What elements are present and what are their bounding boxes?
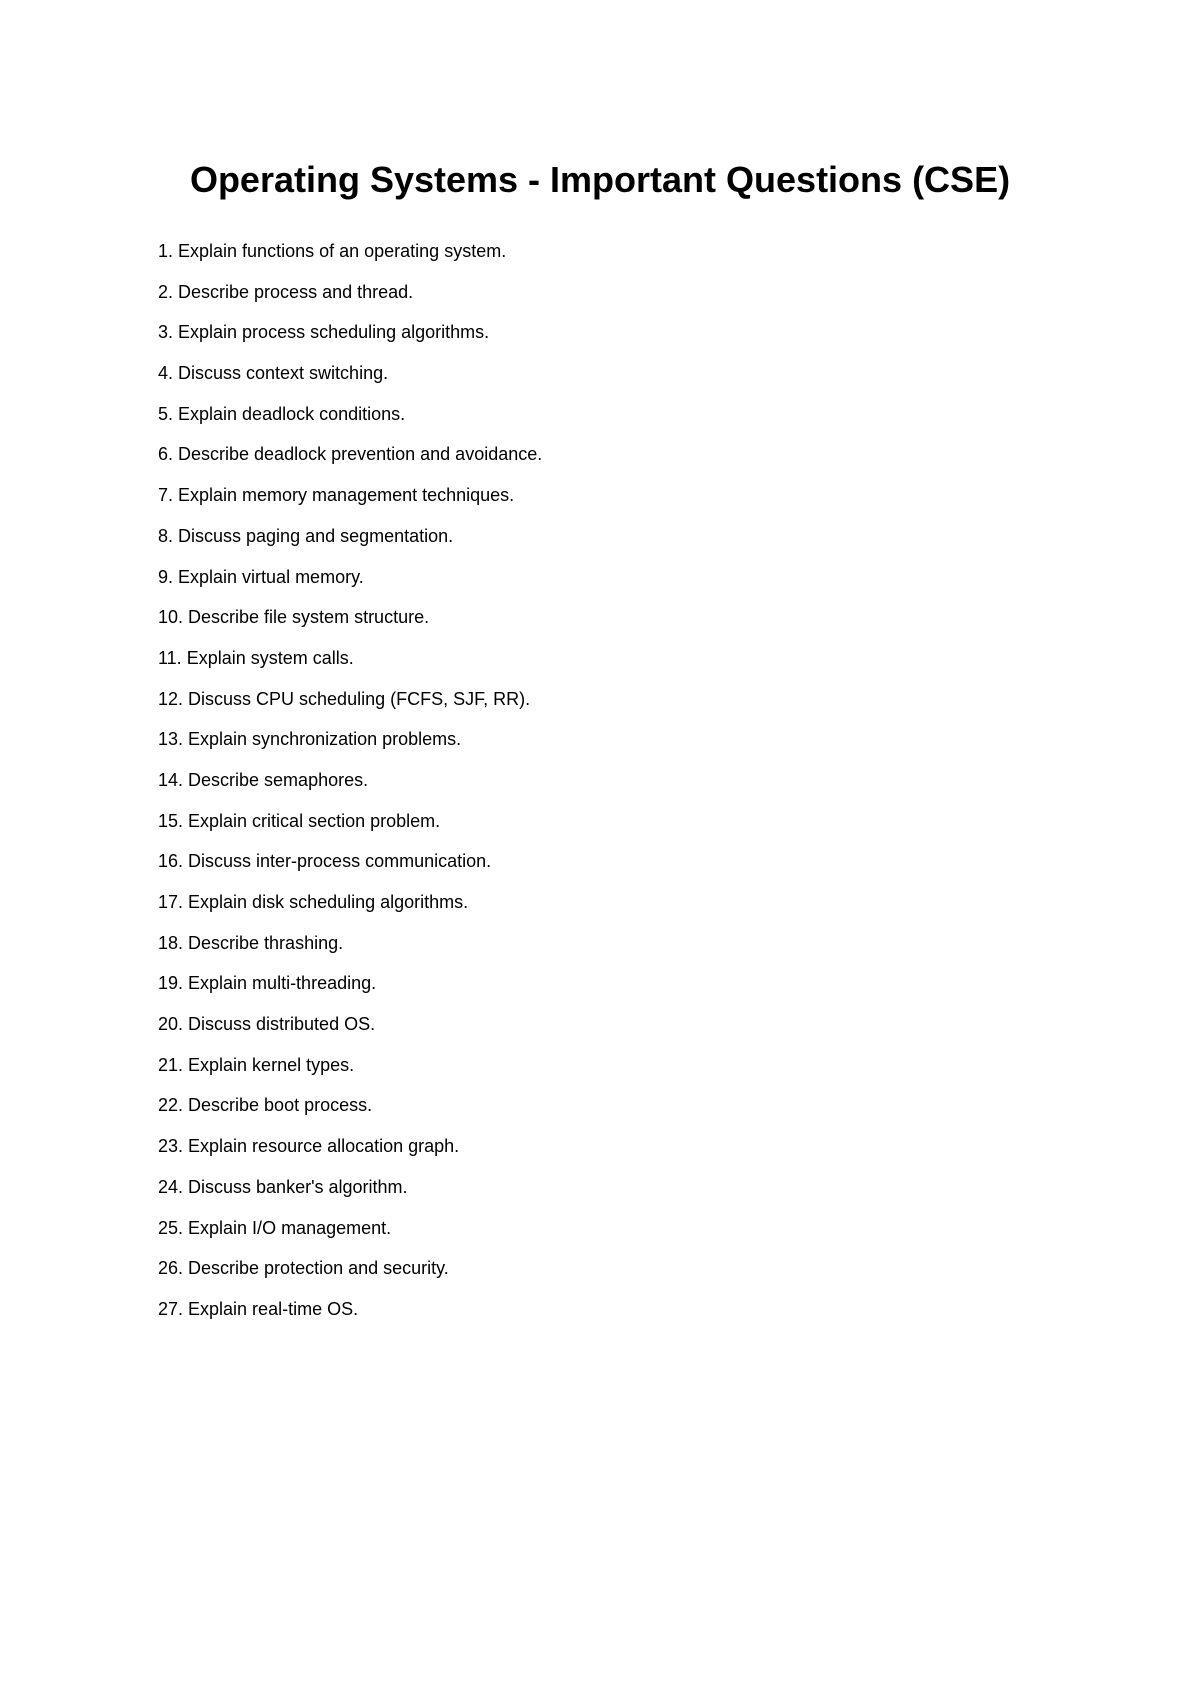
question-item: 10. Describe file system structure. bbox=[158, 607, 430, 628]
question-item: 8. Discuss paging and segmentation. bbox=[158, 525, 454, 546]
question-item: 15. Explain critical section problem. bbox=[158, 810, 441, 831]
question-item: 21. Explain kernel types. bbox=[158, 1054, 355, 1075]
question-item: 9. Explain virtual memory. bbox=[158, 566, 364, 587]
question-item: 13. Explain synchronization problems. bbox=[158, 729, 462, 750]
question-item: 18. Describe thrashing. bbox=[158, 932, 344, 953]
question-item: 25. Explain I/O management. bbox=[158, 1217, 392, 1238]
question-item: 17. Explain disk scheduling algorithms. bbox=[158, 892, 469, 912]
question-item: 24. Discuss banker's algorithm. bbox=[158, 1176, 408, 1197]
document-title: Operating Systems - Important Questions (CSE) bbox=[189, 159, 1011, 200]
question-item: 6. Describe deadlock prevention and avoidance. bbox=[158, 444, 543, 465]
question-item: 3. Explain process scheduling algorithms. bbox=[158, 322, 490, 343]
question-item: 14. Describe semaphores. bbox=[158, 769, 369, 790]
question-item: 12. Discuss CPU scheduling (FCFS, SJF, RR). bbox=[158, 688, 531, 709]
question-item: 7. Explain memory management techniques. bbox=[158, 485, 515, 506]
question-item: 26. Describe protection and security. bbox=[158, 1258, 449, 1279]
question-item: 19. Explain multi-threading. bbox=[158, 973, 377, 994]
question-item: 27. Explain real-time OS. bbox=[158, 1298, 359, 1319]
question-item: 5. Explain deadlock conditions. bbox=[158, 403, 406, 424]
question-item: 4. Discuss context switching. bbox=[158, 363, 389, 384]
question-item: 2. Describe process and thread. bbox=[158, 281, 414, 302]
question-item: 11. Explain system calls. bbox=[158, 647, 354, 668]
question-item: 22. Describe boot process. bbox=[158, 1095, 373, 1116]
question-item: 1. Explain functions of an operating system. bbox=[158, 241, 507, 261]
question-list bbox=[158, 238, 542, 1337]
question-item: 16. Discuss inter-process communication. bbox=[158, 851, 492, 872]
question-item: 20. Discuss distributed OS. bbox=[158, 1014, 376, 1035]
question-item: 23. Explain resource allocation graph. bbox=[158, 1136, 460, 1157]
